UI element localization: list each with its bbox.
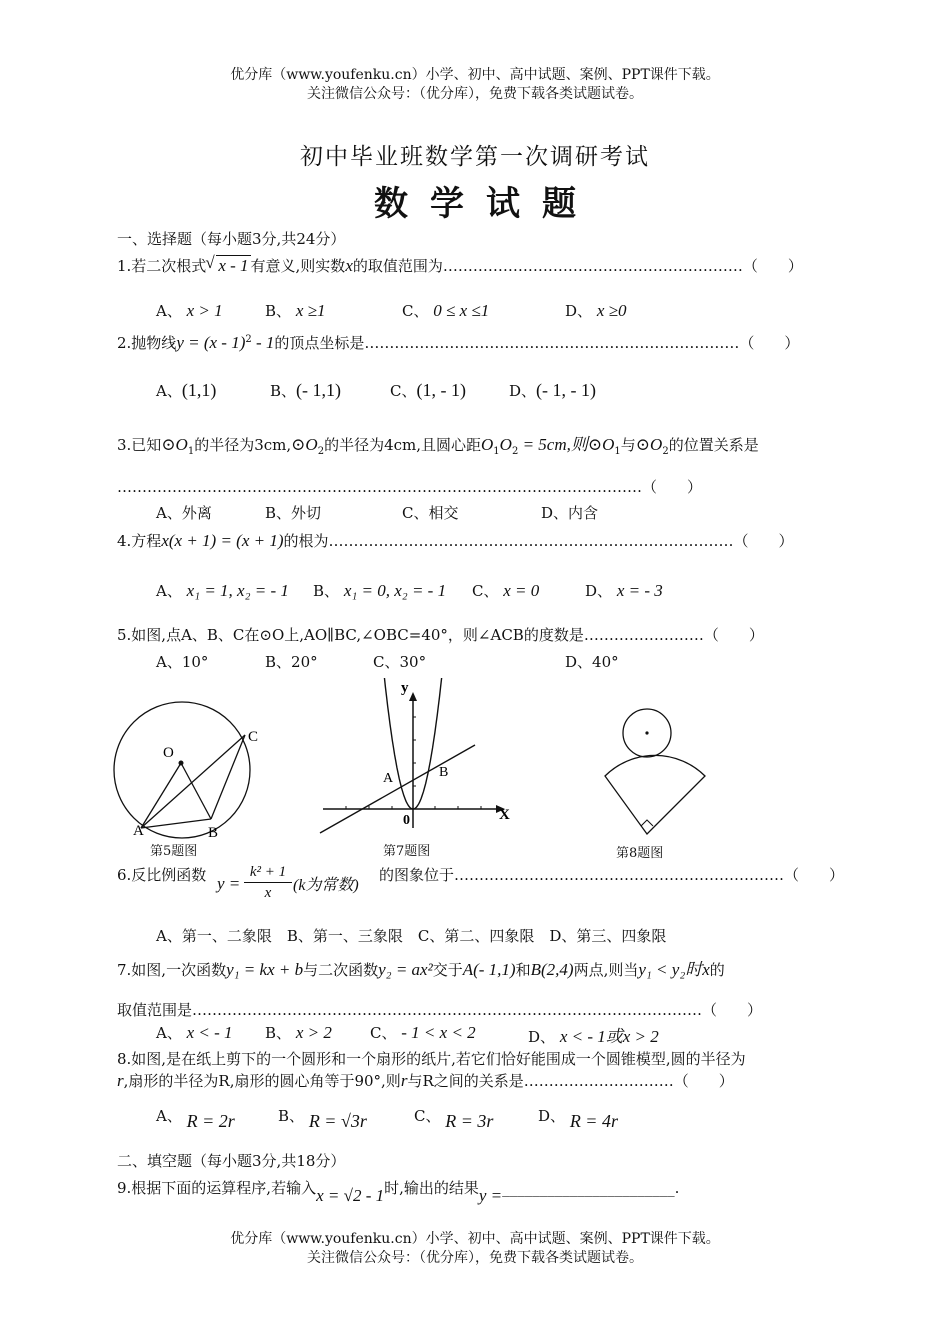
q3-text: 的半径为3cm, (194, 436, 292, 454)
q1-option-c (402, 300, 489, 321)
q6-text: 6.反比例函数 (117, 866, 207, 884)
subject-char: 学 (430, 184, 486, 224)
fig5-center-dot (179, 761, 184, 766)
q1-radicand: x - 1 (218, 256, 249, 275)
option-label: A、 (156, 302, 182, 320)
subject-char: 数 (374, 184, 430, 224)
q2-text: 2.抛物线 (117, 334, 177, 352)
question-5 (117, 624, 764, 645)
q6-numerator: k² + 1 (244, 862, 292, 883)
option-math: x = 0 (503, 581, 540, 600)
option-math: x = - 3 (616, 581, 663, 600)
question-8-line-2 (117, 1070, 734, 1091)
q7-point-a: A(- 1,1) (462, 960, 516, 979)
option-label: B、 (265, 302, 292, 320)
fig8-caption: 第8题图 (616, 846, 664, 861)
footer-line-1: 优分库（www.youfenku.cn）小学、初中、高中试题、案例、PPT课件下载。 (230, 1231, 720, 1247)
q3-sub: 1 (187, 446, 195, 457)
q3-text: 的位置关系是 (668, 436, 759, 454)
fig5-label-c: C (248, 729, 259, 745)
option-math: 0 ≤ x ≤1 (433, 301, 490, 320)
q5-option-b: B、20° (265, 653, 318, 671)
q4-option-d (585, 580, 663, 601)
fig7-label-x: X (499, 807, 510, 823)
q5-option-a: A、10° (156, 653, 209, 671)
subject-title (0, 176, 950, 225)
option-math: (- 1,1) (296, 380, 342, 400)
question-6 (117, 864, 206, 885)
q3-dots: …………………………………………………………………………………………… (117, 478, 642, 496)
q3-sub: 2 (662, 446, 669, 457)
q2-dots: 的顶点坐标是………………………………………………………………… (274, 334, 740, 352)
q7-option-a (156, 1022, 233, 1043)
option-math: R = 4r (569, 1111, 618, 1131)
fig7-y-arrow-icon (409, 692, 417, 701)
option-label: C、 (370, 1024, 397, 1042)
q6-fraction (244, 862, 292, 903)
option-label: C、 (390, 382, 417, 400)
q8-text: ,扇形的半径为R,扇形的圆心角等于90°,则 (123, 1072, 401, 1090)
q8-option-c (414, 1105, 494, 1131)
option-math: x < - 1 (186, 1023, 233, 1042)
question-2 (117, 332, 799, 353)
option-math: (- 1, - 1) (536, 380, 597, 400)
q2-math-tail: - 1 (251, 333, 275, 352)
q2-option-c (390, 380, 466, 401)
fig8-center-dot (645, 731, 648, 734)
q6-dots: 的图象位于………………………………………………………… (379, 866, 785, 884)
q5-option-c: C、30° (373, 653, 427, 671)
subject-char: 题 (542, 184, 576, 224)
q1-text-mid: 有意义,则实数 (250, 257, 346, 275)
q2-math: y = (x - 1) (176, 333, 246, 352)
q7-quadratic: y₂ = ax² (378, 960, 433, 979)
exam-title: 初中毕业班数学第一次调研考试 (300, 144, 650, 170)
option-label: A、 (156, 1107, 182, 1125)
q4-math: x(x + 1) = (x + 1) (161, 531, 284, 550)
q3-text: 3.已知 (117, 436, 162, 454)
fig7-label-a: A (383, 771, 394, 786)
q3-dist: O (481, 435, 494, 454)
q3-circle-o1: ⊙O (161, 435, 188, 454)
q1-option-d (565, 300, 626, 321)
q7-text: 与二次函数 (303, 961, 379, 979)
figure-8 (580, 700, 720, 842)
fig5-label-b: B (208, 825, 219, 841)
fig7-label-y: y (401, 680, 409, 696)
q8-r: r (117, 1071, 124, 1090)
option-label: D、 (565, 302, 593, 320)
option-math: (1,1) (181, 380, 217, 400)
section-choice-heading: 一、选择题（每小题3分,共24分） (117, 230, 346, 248)
fig7-line (320, 745, 475, 833)
option-label: A、 (156, 582, 182, 600)
fig5-line-ac (141, 735, 245, 828)
q3-circle-o2: ⊙O (635, 435, 663, 454)
answer-paren: （ ） (702, 1001, 763, 1019)
footer-line-2: 关注微信公众号：（优分库），免费下载各类试题试卷。 (307, 1250, 643, 1266)
option-label: A、 (156, 1024, 182, 1042)
q9-text: 时,输出的结果 (384, 1179, 479, 1197)
q9-text: 9.根据下面的运算程序,若输入 (117, 1179, 317, 1197)
option-math: x < - 1或x > 2 (559, 1027, 659, 1046)
q8-dots: 与R之间的关系是………………………… (407, 1072, 674, 1090)
q2-option-d (509, 380, 596, 401)
answer-paren: （ ） (703, 626, 764, 644)
q7-option-d (528, 1022, 659, 1047)
q9-math: x = √2 - 1 (316, 1186, 385, 1205)
q6-condition: (k为常数) (293, 877, 359, 894)
q6-options: A、第一、二象限 B、第一、三象限 C、第二、四象限 D、第三、四象限 (156, 927, 667, 945)
option-label: C、 (402, 302, 429, 320)
option-math: (1, - 1) (416, 380, 466, 400)
question-7 (117, 955, 725, 980)
q3-circle-o1: ⊙O (587, 435, 615, 454)
option-math: R = 2r (186, 1111, 235, 1131)
q8-option-b (278, 1105, 367, 1131)
q4-dots: 的根为……………………………………………………………………… (283, 532, 734, 550)
header-line-2: 关注微信公众号：（优分库），免费下载各类试题试卷。 (307, 86, 643, 102)
q8-option-d (538, 1105, 618, 1131)
q2-option-a (156, 380, 216, 401)
q9-answer-blank[interactable]: _______________________ (502, 1179, 675, 1197)
q7-text: 的 (709, 961, 725, 979)
q3-text: 的半径为4cm,且圆心距 (324, 436, 481, 454)
q3-dist-eq: = 5cm,则 (518, 435, 588, 454)
q7-option-c (370, 1022, 476, 1043)
fig5-caption: 第5题图 (150, 844, 198, 859)
q7-option-b (265, 1022, 332, 1043)
q6-denominator: x (264, 885, 272, 901)
fig5-label-o: O (163, 745, 174, 761)
q7-dots: 取值范围是………………………………………………………………………………………… (117, 1001, 703, 1019)
option-label: B、 (278, 1107, 305, 1125)
fig7-label-origin: 0 (403, 813, 410, 828)
option-math: x ≥1 (295, 301, 326, 320)
q5-option-d: D、40° (565, 653, 619, 671)
q6-y: y = (217, 874, 241, 893)
q3-option-d: D、内含 (541, 504, 599, 522)
q7-text: 和 (515, 961, 531, 979)
q1-dots: 的取值范围为…………………………………………………… (352, 257, 743, 275)
question-4 (117, 530, 794, 551)
fig5-line-ob (181, 763, 211, 819)
fig7-label-b: B (439, 765, 449, 780)
answer-paren: （ ） (642, 478, 703, 496)
q7-linear: y₁ = kx + b (226, 960, 304, 979)
q8-option-a (156, 1105, 235, 1131)
sqrt-icon: √ (205, 253, 215, 272)
q1-radical (205, 253, 250, 275)
q6-tail (379, 864, 844, 885)
q3-dist: O (499, 435, 512, 454)
option-label: D、 (528, 1028, 556, 1046)
option-label: A、 (156, 382, 182, 400)
fig8-sector (605, 755, 705, 834)
option-label: B、 (313, 582, 340, 600)
question-1 (117, 255, 803, 276)
question-9 (117, 1177, 680, 1205)
q5-text: 5.如图,点A、B、C在⊙O上,AO∥BC,∠OBC=40°，则∠ACB的度数是…………………… (117, 626, 704, 644)
q8-r: r (400, 1071, 408, 1090)
q3-option-a: A、外离 (156, 504, 212, 522)
fig5-line-ab (141, 819, 211, 828)
question-3 (117, 430, 759, 457)
option-math: R = 3r (445, 1111, 494, 1131)
fig5-label-a: A (133, 823, 144, 839)
fig8-right-angle-icon (641, 820, 653, 826)
q7-text: 7.如图,一次函数 (117, 961, 227, 979)
option-math: x > 1 (186, 301, 223, 320)
option-math: x ≥0 (596, 301, 627, 320)
q7-condition: y₁ < y₂时x (638, 960, 710, 979)
question-8-line-1: 8.如图,是在纸上剪下的一个圆形和一个扇形的纸片,若它们恰好能围成一个圆锥模型,圆的半径为 (117, 1050, 746, 1068)
fig5-circle (114, 702, 250, 838)
option-label: D、 (509, 382, 537, 400)
q1-option-b (265, 300, 325, 321)
q1-var: x (345, 256, 353, 275)
option-label: D、 (538, 1107, 566, 1125)
q1-option-a (156, 300, 223, 321)
q3-sub: 1 (614, 446, 621, 457)
header-line-1: 优分库（www.youfenku.cn）小学、初中、高中试题、案例、PPT课件下载。 (230, 67, 720, 83)
subject-char: 试 (486, 184, 542, 224)
q4-option-b (313, 580, 446, 601)
q3-text: 与 (620, 436, 636, 454)
answer-paren: （ ） (739, 334, 800, 352)
q9-y: y = (478, 1186, 503, 1205)
fig7-caption: 第7题图 (383, 844, 431, 859)
q7-text: 两点,则当 (573, 961, 639, 979)
q3-option-b: B、外切 (265, 504, 322, 522)
option-math: x > 2 (295, 1023, 332, 1042)
answer-paren: （ ） (784, 866, 845, 884)
q7-text: 交于 (432, 961, 463, 979)
option-label: C、 (472, 582, 499, 600)
q7-line-2 (117, 999, 762, 1020)
q4-option-a (156, 580, 289, 601)
q7-point-b: B(2,4) (530, 960, 574, 979)
section-fill-heading: 二、填空题（每小题3分,共18分） (117, 1152, 346, 1170)
option-math: - 1 < x < 2 (401, 1023, 476, 1042)
figure-5 (105, 695, 280, 860)
answer-paren: （ ） (733, 532, 794, 550)
option-label: D、 (585, 582, 613, 600)
fig5-line-ao (141, 763, 181, 828)
option-label: B、 (265, 1024, 292, 1042)
figure-7 (315, 678, 525, 838)
q3-sub: 2 (317, 446, 325, 457)
q2-sup: 2 (245, 334, 252, 345)
option-math: x₁ = 0, x₂ = - 1 (343, 581, 447, 600)
q9-end: . (674, 1179, 680, 1197)
answer-paren: （ ） (742, 257, 803, 275)
q3-sub: 2 (511, 446, 519, 457)
option-label: B、 (270, 382, 297, 400)
answer-paren: （ ） (673, 1072, 734, 1090)
q1-text: 1.若二次根式 (117, 257, 207, 275)
q3-option-c: C、相交 (402, 504, 459, 522)
q3-circle-o2: ⊙O (291, 435, 318, 454)
q4-option-c (472, 580, 539, 601)
option-label: C、 (414, 1107, 441, 1125)
q3-sub: 1 (493, 446, 500, 457)
q4-text: 4.方程 (117, 532, 162, 550)
q2-option-b (270, 380, 341, 401)
q3-dots-line (117, 476, 702, 497)
option-math: R = √3r (308, 1111, 367, 1131)
option-math: x₁ = 1, x₂ = - 1 (186, 581, 289, 600)
